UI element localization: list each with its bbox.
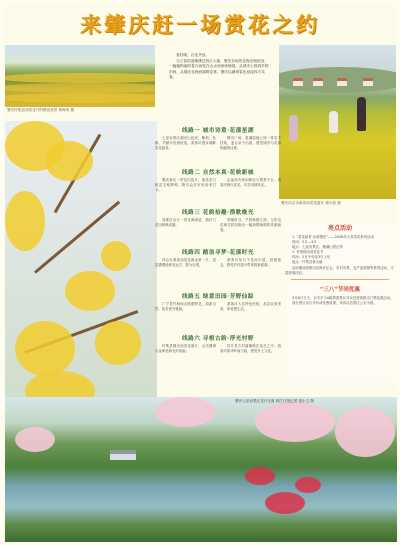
terrace-flower-photo <box>5 45 155 107</box>
route-paragraph: 高要区沿江一带花海绵延，渔村与花田相映成趣。 <box>155 218 216 228</box>
intro-text <box>169 53 269 81</box>
route-section-3 <box>155 209 281 233</box>
highlights-title: 亮点活动 <box>327 225 352 232</box>
flower-cluster <box>101 241 131 271</box>
route-paragraph: 四会市黄岗油菜花海金黄一片，层层叠叠延伸至远方，蔚为壮观。 <box>155 258 216 268</box>
highlight-item: 1. “赏花踏青·乐游肇庆”——2026年元宵赏花系列活动 <box>292 235 374 239</box>
highlights-box <box>285 223 395 383</box>
intro-paragraph: 当立春的浪潮拂过西江大地，肇庆各地的花海竞相绽放，一幅幅绚丽的春日画卷在山水间徐徐铺展。从城市公园到乡野田间，从梯田花海到湖畔花林，肇庆以满城春色迎接四方宾客。 <box>169 58 269 80</box>
route-paragraph: 游客可入住特色民宿，品尝农家美食，体验慢生活。 <box>220 302 281 312</box>
offers-title: “三八”节同优惠 <box>320 286 360 293</box>
route-column <box>155 218 216 233</box>
route-title: 线路三 花韵拾趣·渔歌晚光 <box>182 210 254 216</box>
blossom-cluster <box>15 427 55 452</box>
flower-cluster <box>5 191 45 251</box>
intro-paragraph: 春回暖，百花齐放。 <box>176 53 210 57</box>
highlight-item: 2. 怀集梯田油菜花节 <box>292 250 324 255</box>
newspaper-page <box>3 3 397 542</box>
route-column <box>220 218 281 233</box>
route-paragraph: 傍晚时分，夕阳映照江面，与岸边花海共同勾勒出一幅渔歌晚唱的美丽画卷。 <box>220 218 281 233</box>
route-column <box>220 136 281 151</box>
red-flower-cluster <box>245 467 275 485</box>
flower-cluster <box>65 271 115 311</box>
route-title: 线路二 自然本真·花映新城 <box>182 170 254 176</box>
route-paragraph: 牌坊广场、星湖湿地公园一带花木扶疏，适合亲子出游，感受城市与花海相融的诗意。 <box>220 136 281 151</box>
blossom-cluster <box>255 402 335 442</box>
route-section-6 <box>155 335 281 354</box>
route-section-2 <box>155 169 281 193</box>
highlight-item: 地点：怀集县桥头镇 <box>292 260 323 265</box>
lake-blossom-photo <box>5 397 397 542</box>
flower-cluster <box>15 321 75 376</box>
route-column <box>155 258 216 268</box>
highlight-item: 地点：七星岩景区、鼎湖山景区等 <box>292 245 343 250</box>
offer-item: 3月8日当天，全市多个A级旅游景区对女性游客推出门票优惠活动。 <box>292 295 394 300</box>
red-flower-cluster <box>295 477 321 493</box>
route-section-5 <box>155 293 281 312</box>
route-column <box>220 178 281 193</box>
route-title: 线路一 城市诗意·花漾星湖 <box>182 128 254 134</box>
red-flower-cluster <box>265 492 305 514</box>
route-paragraph: 肇庆新区一带花田连片，油菜花与桃花交相辉映，吸引众多市民前来打卡。 <box>155 178 216 193</box>
route-section-1 <box>155 127 281 151</box>
route-title: 线路五 绿意田园·芳野仙踪 <box>182 294 254 300</box>
flower-band <box>5 93 155 103</box>
flower-band <box>5 83 155 93</box>
route-section-4 <box>155 249 281 268</box>
person-figure <box>329 111 338 133</box>
route-title: 线路四 踏浪寻梦·花漾时光 <box>182 250 254 256</box>
route-column <box>155 178 216 193</box>
house-shape <box>293 78 303 86</box>
section-divider <box>291 279 389 280</box>
route-paragraph: 怀集县梯田油菜花盛开，山峦叠翠与金黄花海交织成画。 <box>155 344 216 354</box>
route-column <box>220 302 281 312</box>
terrace-caption: 肇庆怀集县油菜花开的梯田美景 黄海涛 摄 <box>7 108 74 112</box>
route-paragraph: 封开县古村落掩映在花丛之中，游客可探寻岭南古韵，感受乡土文化。 <box>220 344 281 354</box>
route-paragraph: 广宁县竹海间点缀着野花，清新自然，宛若世外桃源。 <box>155 302 216 312</box>
route-column <box>155 302 216 312</box>
house-shape <box>337 78 347 86</box>
flower-cluster <box>95 321 141 365</box>
route-paragraph: 游客可穿行于花间小道，拍照留念，感受乡村振兴带来的新面貌。 <box>220 258 281 268</box>
offer-item: 部分景区实行半价或免票政策，具体以各景区公告为准。 <box>292 300 377 305</box>
route-paragraph: 沿途设有休闲驿站与观景平台，游客可骑行赏花，尽享田园风光。 <box>220 178 281 188</box>
flower-band <box>5 73 155 83</box>
page-headline: 来肇庆赶一场赏花之约 <box>80 12 320 37</box>
blossom-cluster <box>335 407 395 457</box>
golden-tree-photo <box>5 121 157 421</box>
route-column <box>155 136 216 151</box>
highlight-item: 时间：2月中旬至3月上旬 <box>292 255 331 260</box>
highlight-item: 活动期间将推出花海音乐会、乡村市集、农产品展销等系列活动，丰富游客体验。 <box>285 265 394 275</box>
highlights-list <box>285 235 395 276</box>
highlight-item: 时间：2月—3月 <box>292 240 317 245</box>
lake-pavilion <box>110 450 136 460</box>
route-column <box>155 344 216 354</box>
rapeseed-field-photo <box>279 45 396 199</box>
house-shape <box>313 78 323 86</box>
blossom-cluster <box>155 397 215 427</box>
route-column <box>220 258 281 268</box>
offers-list <box>285 296 395 306</box>
house-shape <box>363 78 373 86</box>
lake-caption: 肇庆七星岩景区花开正盛 西江日报记者 梁小文 摄 <box>235 399 314 403</box>
person-figure <box>357 97 366 131</box>
route-column <box>220 344 281 354</box>
route-title: 线路六 寻根古韵·浮光村野 <box>182 336 254 342</box>
flower-cluster <box>45 141 93 181</box>
route-paragraph: 七星岩景区湖光山色间，紫荆、杜鹃、羊蹄甲竞相绽放，游客可漫步湖畔赏花踏青。 <box>155 136 216 151</box>
field-caption: 肇庆四会市黄岗油菜花盛开 谭永新 摄 <box>281 201 341 205</box>
person-figure <box>289 115 298 141</box>
